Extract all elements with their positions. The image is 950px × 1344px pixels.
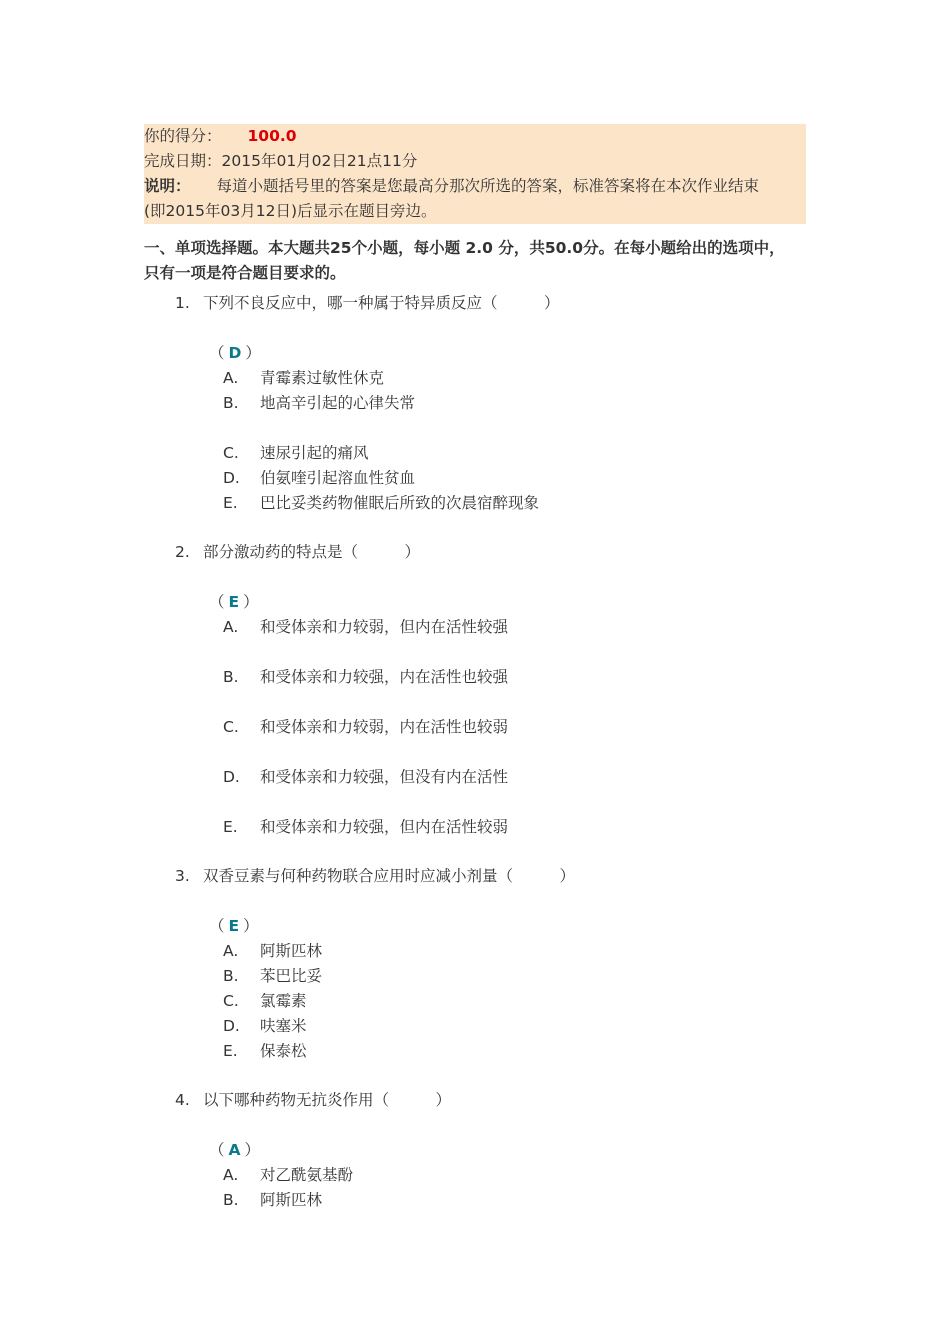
- option-c[interactable]: [223, 989, 815, 1014]
- option-letter: A.: [223, 942, 239, 960]
- section-header-line-2: 只有一项是符合题目要求的。: [144, 264, 346, 282]
- option-text: 和受体亲和力较强，但内在活性较弱: [260, 818, 509, 836]
- score-line: [144, 124, 806, 149]
- option-letter: B.: [223, 394, 239, 412]
- option-d[interactable]: [223, 1014, 815, 1039]
- option-d[interactable]: [223, 466, 815, 491]
- option-b[interactable]: [223, 964, 815, 989]
- question-number: 2.: [175, 543, 190, 561]
- option-letter: C.: [223, 444, 239, 462]
- note-text: 每道小题括号里的答案是您最高分那次所选的答案，标准答案将在本次作业结束: [216, 177, 760, 195]
- option-a[interactable]: [223, 1163, 815, 1188]
- option-text: 和受体亲和力较弱，内在活性也较弱: [260, 718, 509, 736]
- answer-letter: A: [228, 1141, 241, 1159]
- date-label: 完成日期：: [144, 152, 222, 170]
- option-text: 和受体亲和力较弱，但内在活性较强: [260, 618, 509, 636]
- option-letter: A.: [223, 1166, 239, 1184]
- question-text: 以下哪种药物无抗炎作用（ ）: [203, 1091, 452, 1109]
- option-letter: E.: [223, 1042, 238, 1060]
- option-text: 和受体亲和力较强，但没有内在活性: [260, 768, 509, 786]
- option-text: 地高辛引起的心律失常: [260, 394, 416, 412]
- option-letter: E.: [223, 818, 238, 836]
- question-stem: [175, 291, 815, 316]
- question-3: [175, 864, 815, 1064]
- selected-answer: （ A ）: [209, 1141, 261, 1159]
- question-stem: [175, 540, 815, 565]
- option-text: 氯霉素: [260, 992, 307, 1010]
- question-stem: [175, 864, 815, 889]
- option-letter: E.: [223, 494, 238, 512]
- option-letter: A.: [223, 369, 239, 387]
- selected-answer: （ D ）: [209, 344, 261, 362]
- option-c[interactable]: [223, 441, 815, 466]
- option-a[interactable]: [223, 366, 815, 391]
- section-header-line-1: 一、单项选择题。本大题共25个小题，每小题 2.0 分，共50.0分。在每小题给出的选项中，: [144, 239, 785, 257]
- option-c[interactable]: [223, 715, 815, 740]
- option-e[interactable]: [223, 491, 815, 516]
- option-d[interactable]: [223, 765, 815, 790]
- selected-answer: （ E ）: [209, 593, 259, 611]
- note-line: [144, 174, 806, 199]
- question-number: 3.: [175, 867, 190, 885]
- option-text: 和受体亲和力较强，内在活性也较强: [260, 668, 509, 686]
- question-4: [175, 1088, 815, 1213]
- note-line-2: [144, 199, 806, 224]
- question-text: 部分激动药的特点是（ ）: [203, 543, 421, 561]
- answer-letter: E: [228, 917, 240, 935]
- note-text-2: (即2015年03月12日)后显示在题目旁边。: [144, 202, 437, 220]
- question-stem: [175, 1088, 815, 1113]
- option-e[interactable]: [223, 1039, 815, 1064]
- option-letter: C.: [223, 718, 239, 736]
- option-text: 阿斯匹林: [260, 942, 323, 960]
- score-summary-box: [144, 124, 806, 224]
- question-text: 下列不良反应中，哪一种属于特异质反应（ ）: [203, 294, 560, 312]
- answer-letter: E: [228, 593, 240, 611]
- option-text: 伯氨喹引起溶血性贫血: [260, 469, 416, 487]
- completion-date-line: [144, 149, 806, 174]
- section-header: [144, 236, 824, 286]
- option-a[interactable]: [223, 939, 815, 964]
- option-text: 苯巴比妥: [260, 967, 323, 985]
- question-1: [175, 291, 815, 516]
- option-letter: C.: [223, 992, 239, 1010]
- score-value: 100.0: [247, 127, 297, 145]
- selected-answer: （ E ）: [209, 917, 259, 935]
- option-text: 青霉素过敏性休克: [260, 369, 385, 387]
- option-e[interactable]: [223, 815, 815, 840]
- option-text: 速尿引起的痛风: [260, 444, 369, 462]
- option-b[interactable]: [223, 391, 815, 416]
- question-text: 双香豆素与何种药物联合应用时应减小剂量（ ）: [203, 867, 576, 885]
- option-text: 对乙酰氨基酚: [260, 1166, 354, 1184]
- date-value: 2015年01月02日21点11分: [221, 152, 418, 170]
- note-label: 说明：: [144, 177, 191, 195]
- question-number: 1.: [175, 294, 190, 312]
- option-letter: D.: [223, 469, 240, 487]
- option-letter: D.: [223, 1017, 240, 1035]
- question-2: [175, 540, 815, 840]
- option-text: 阿斯匹林: [260, 1191, 323, 1209]
- option-text: 呋塞米: [260, 1017, 307, 1035]
- option-letter: D.: [223, 768, 240, 786]
- answer-letter: D: [228, 344, 242, 362]
- option-letter: B.: [223, 668, 239, 686]
- option-text: 巴比妥类药物催眠后所致的次晨宿醉现象: [260, 494, 540, 512]
- score-label: 你的得分：: [144, 127, 222, 145]
- option-b[interactable]: [223, 1188, 815, 1213]
- option-letter: A.: [223, 618, 239, 636]
- option-a[interactable]: [223, 615, 815, 640]
- question-number: 4.: [175, 1091, 190, 1109]
- option-letter: B.: [223, 967, 239, 985]
- option-text: 保泰松: [260, 1042, 307, 1060]
- option-b[interactable]: [223, 665, 815, 690]
- option-letter: B.: [223, 1191, 239, 1209]
